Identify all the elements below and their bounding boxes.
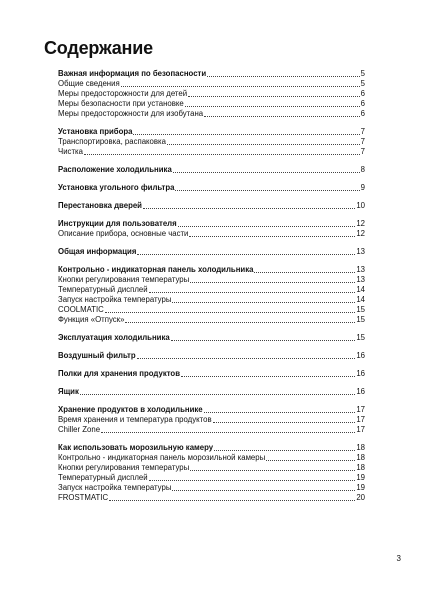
dot-leader (133, 127, 359, 135)
dot-leader (137, 247, 355, 255)
toc-entry-title: Важная информация по безопасности (58, 69, 207, 78)
group-spacer (58, 325, 365, 333)
toc-entry-page: 16 (356, 387, 365, 396)
toc-entry-title: Кнопки регулирования температуры (58, 463, 190, 472)
toc-entry-title: Описание прибора, основные части (58, 229, 189, 238)
toc-entry-page: 16 (356, 351, 365, 360)
toc-entry-page: 10 (356, 201, 365, 210)
toc-entry-page: 16 (356, 369, 365, 378)
group-spacer (58, 361, 365, 369)
dot-leader (189, 229, 355, 237)
toc-subentry[interactable] (58, 315, 365, 325)
toc-subentry[interactable] (58, 305, 365, 315)
toc-entry-page: 6 (360, 99, 365, 108)
toc-entry-title: Воздушный фильтр (58, 351, 136, 360)
toc-entry-page: 12 (356, 219, 365, 228)
toc-subentry[interactable] (58, 137, 365, 147)
page-title: Содержание (44, 38, 153, 58)
dot-leader (204, 109, 360, 117)
toc-entry-page: 7 (360, 137, 365, 146)
toc-section-heading[interactable] (58, 165, 365, 175)
dot-leader (204, 405, 356, 413)
dot-leader (125, 315, 355, 323)
toc-entry-page: 12 (356, 229, 365, 238)
page-number: 3 (396, 554, 401, 563)
toc-subentry[interactable] (58, 275, 365, 285)
toc-entry-title: Время хранения и температура продуктов (58, 415, 212, 424)
group-spacer (58, 157, 365, 165)
toc-entry-title: Как использовать морозильную камеру (58, 443, 214, 452)
dot-leader (143, 201, 355, 209)
dot-leader (80, 387, 355, 395)
group-spacer (58, 397, 365, 405)
toc-entry-title: Меры предосторожности для детей (58, 89, 188, 98)
toc-subentry[interactable] (58, 473, 365, 483)
dot-leader (105, 305, 356, 313)
dot-leader (190, 463, 355, 471)
dot-leader (185, 99, 360, 107)
toc-entry-page: 14 (356, 285, 365, 294)
toc-entry-title: Чистка (58, 147, 83, 156)
toc-section (58, 219, 365, 239)
toc-entry-page: 6 (360, 89, 365, 98)
dot-leader (213, 415, 356, 423)
toc-subentry[interactable] (58, 147, 365, 157)
toc-entry-page: 6 (360, 109, 365, 118)
toc-section (58, 165, 365, 175)
toc-section (58, 69, 365, 119)
dot-leader (190, 275, 355, 283)
toc-entry-page: 17 (356, 425, 365, 434)
toc-entry-title: Полки для хранения продуктов (58, 369, 180, 378)
toc-subentry[interactable] (58, 453, 365, 463)
toc-subentry[interactable] (58, 79, 365, 89)
group-spacer (58, 239, 365, 247)
dot-leader (149, 473, 356, 481)
toc-section-heading[interactable] (58, 183, 365, 193)
dot-leader (214, 443, 355, 451)
group-spacer (58, 343, 365, 351)
dot-leader (254, 265, 355, 273)
toc-entry-page: 7 (360, 127, 365, 136)
toc-section (58, 351, 365, 361)
group-spacer (58, 193, 365, 201)
toc-entry-page: 17 (356, 415, 365, 424)
dot-leader (167, 137, 360, 145)
toc-entry-title: Общая информация (58, 247, 137, 256)
toc-entry-page: 13 (356, 265, 365, 274)
dot-leader (173, 165, 360, 173)
toc-entry-page: 19 (356, 483, 365, 492)
toc-entry-page: 19 (356, 473, 365, 482)
toc-section-heading[interactable] (58, 127, 365, 137)
toc-section (58, 369, 365, 379)
toc-entry-page: 13 (356, 275, 365, 284)
dot-leader (171, 333, 356, 341)
dot-leader (137, 351, 356, 359)
toc-entry-page: 14 (356, 295, 365, 304)
dot-leader (188, 89, 360, 97)
group-spacer (58, 175, 365, 183)
toc-entry-title: Ящик (58, 387, 79, 396)
toc-section (58, 333, 365, 343)
toc-subentry[interactable] (58, 89, 365, 99)
group-spacer (58, 211, 365, 219)
toc-section-heading[interactable] (58, 201, 365, 211)
toc-entry-page: 20 (356, 493, 365, 502)
toc-entry-page: 18 (356, 453, 365, 462)
dot-leader (84, 147, 360, 155)
toc-subentry[interactable] (58, 463, 365, 473)
toc-section (58, 265, 365, 325)
toc-entry-page: 5 (360, 79, 365, 88)
toc-entry-title: Запуск настройка температуры (58, 295, 172, 304)
toc-entry-title: Хранение продуктов в холодильнике (58, 405, 203, 414)
toc-entry-title: Chiller Zone (58, 425, 101, 434)
toc-subentry[interactable] (58, 295, 365, 305)
toc-section-heading[interactable] (58, 219, 365, 229)
dot-leader (178, 219, 356, 227)
toc-section (58, 405, 365, 435)
dot-leader (172, 483, 355, 491)
toc-entry-page: 13 (356, 247, 365, 256)
toc-section (58, 201, 365, 211)
toc-entry-title: Запуск настройка температуры (58, 483, 172, 492)
toc-entry-title: Температурный дисплей (58, 473, 148, 482)
group-spacer (58, 379, 365, 387)
dot-leader (121, 79, 360, 87)
toc-section-heading[interactable] (58, 333, 365, 343)
toc-entry-page: 15 (356, 315, 365, 324)
table-of-contents (58, 69, 365, 503)
dot-leader (266, 453, 355, 461)
toc-section (58, 387, 365, 397)
toc-section-heading[interactable] (58, 369, 365, 379)
toc-section (58, 127, 365, 157)
toc-subentry[interactable] (58, 415, 365, 425)
toc-subentry[interactable] (58, 425, 365, 435)
toc-entry-page: 18 (356, 443, 365, 452)
toc-subentry[interactable] (58, 493, 365, 503)
toc-subentry[interactable] (58, 285, 365, 295)
toc-section-heading[interactable] (58, 351, 365, 361)
toc-entry-title: Контрольно - индикаторная панель морозильной камеры (58, 453, 266, 462)
dot-leader (109, 493, 355, 501)
dot-leader (175, 183, 359, 191)
toc-entry-page: 15 (356, 333, 365, 342)
dot-leader (101, 425, 355, 433)
toc-entry-page: 17 (356, 405, 365, 414)
toc-section (58, 247, 365, 257)
dot-leader (172, 295, 355, 303)
toc-entry-title: Установка угольного фильтра (58, 183, 175, 192)
toc-entry-title: Общие сведения (58, 79, 120, 88)
toc-entry-page: 8 (360, 165, 365, 174)
toc-entry-page: 9 (360, 183, 365, 192)
toc-entry-title: Перестановка дверей (58, 201, 142, 210)
toc-section-heading[interactable] (58, 443, 365, 453)
toc-entry-title: Транспортировка, распаковка (58, 137, 166, 146)
toc-section (58, 443, 365, 503)
toc-entry-page: 7 (360, 147, 365, 156)
group-spacer (58, 257, 365, 265)
toc-entry-title: Меры безопасности при установке (58, 99, 184, 108)
toc-entry-title: Установка прибора (58, 127, 133, 136)
toc-subentry[interactable] (58, 109, 365, 119)
toc-entry-title: Функция «Отпуск» (58, 315, 125, 324)
toc-entry-title: Кнопки регулирования температуры (58, 275, 190, 284)
group-spacer (58, 435, 365, 443)
toc-entry-page: 15 (356, 305, 365, 314)
toc-entry-title: Меры предосторожности для изобутана (58, 109, 204, 118)
toc-subentry[interactable] (58, 483, 365, 493)
toc-entry-page: 5 (360, 69, 365, 78)
toc-section-heading[interactable] (58, 387, 365, 397)
toc-section-heading[interactable] (58, 69, 365, 79)
toc-subentry[interactable] (58, 229, 365, 239)
dot-leader (149, 285, 356, 293)
group-spacer (58, 119, 365, 127)
toc-subentry[interactable] (58, 99, 365, 109)
toc-entry-title: Расположение холодильника (58, 165, 172, 174)
toc-entry-page: 18 (356, 463, 365, 472)
dot-leader (207, 69, 360, 77)
toc-entry-title: FROSTMATIC (58, 493, 109, 502)
toc-entry-title: Температурный дисплей (58, 285, 148, 294)
toc-section (58, 183, 365, 193)
toc-entry-title: COOLMATIC (58, 305, 104, 314)
toc-entry-title: Эксплуатация холодильника (58, 333, 170, 342)
toc-entry-title: Инструкции для пользователя (58, 219, 177, 228)
dot-leader (181, 369, 355, 377)
toc-section-heading[interactable] (58, 247, 365, 257)
toc-section-heading[interactable] (58, 405, 365, 415)
toc-section-heading[interactable] (58, 265, 365, 275)
toc-entry-title: Контрольно - индикаторная панель холодильника (58, 265, 254, 274)
